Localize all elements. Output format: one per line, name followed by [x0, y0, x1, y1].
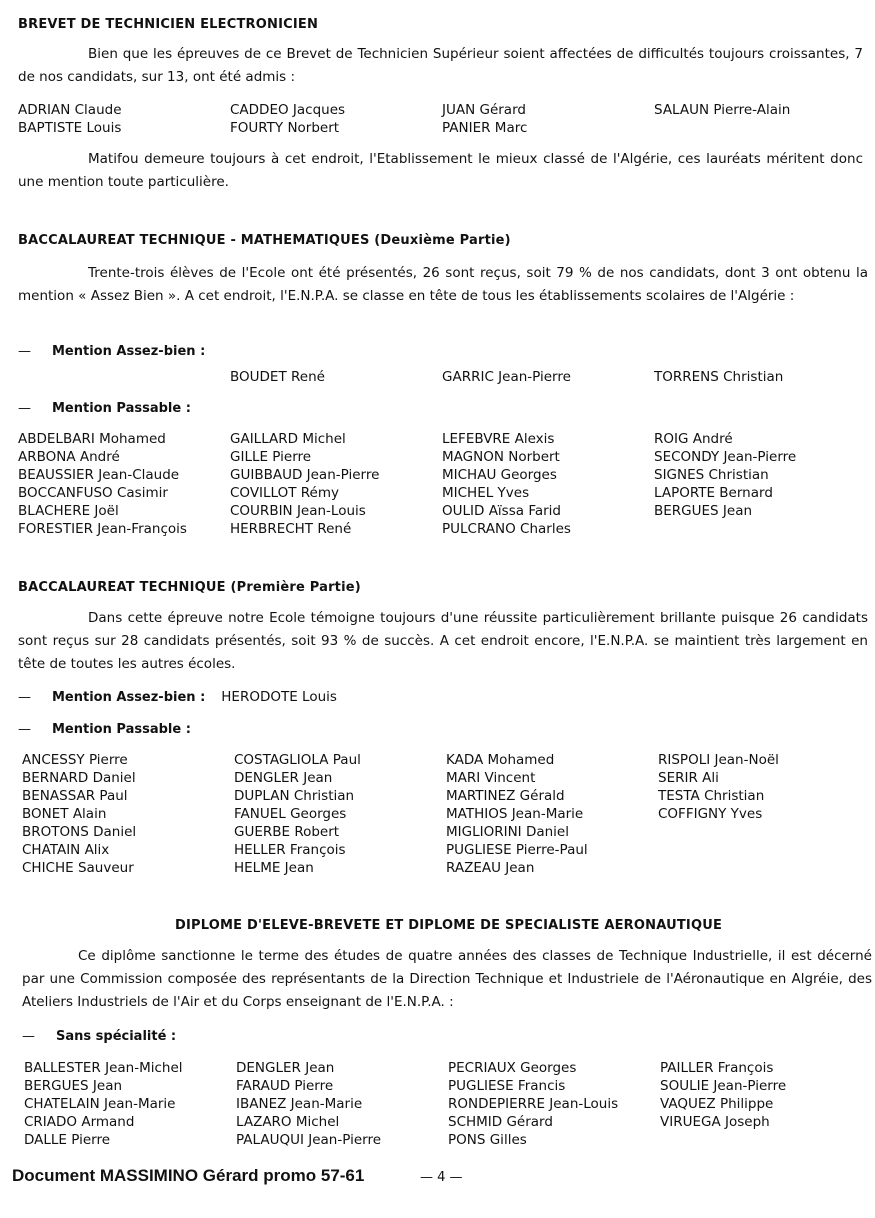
laureate-name: BERGUES Jean: [654, 503, 753, 519]
sans-specialite-list: [24, 1059, 872, 1149]
laureate-name: GARRIC Jean-Pierre: [442, 369, 571, 385]
section-title-diplome-aeronautique: DIPLOME D'ELEVE-BREVETE ET DIPLOME DE SPECIALISTE AERONAUTIQUE: [175, 918, 723, 933]
laureate-name: COVILLOT Rémy: [230, 485, 339, 501]
laureate-name: FARAUD Pierre: [236, 1078, 334, 1094]
laureate-name: HELLER François: [234, 842, 346, 858]
laureate-name: BALLESTER Jean-Michel: [24, 1060, 183, 1076]
laureate-name: ANCESSY Pierre: [22, 752, 128, 768]
laureate-name: CHICHE Sauveur: [22, 860, 134, 876]
laureate-name: LEFEBVRE Alexis: [442, 431, 555, 447]
section-title-brevet-technicien: BREVET DE TECHNICIEN ELECTRONICIEN: [18, 17, 319, 32]
passable-list: [18, 430, 866, 538]
laureate-name: PECRIAUX Georges: [448, 1060, 577, 1076]
laureate-name: SIGNES Christian: [654, 467, 769, 483]
dash-mark: —: [18, 344, 31, 359]
laureate-name: PANIER Marc: [442, 120, 528, 136]
laureate-name: CHATAIN Alix: [22, 842, 110, 858]
laureate-name: DALLE Pierre: [24, 1132, 111, 1148]
laureate-name: BLACHERE Joël: [18, 503, 119, 519]
laureate-name: BERGUES Jean: [24, 1078, 123, 1094]
assez-bien-list: [18, 368, 866, 386]
laureate-name: ADRIAN Claude: [18, 102, 122, 118]
laureates-list: [18, 101, 866, 137]
name-column: [442, 101, 654, 137]
dash-mark: —: [22, 1029, 35, 1044]
laureate-name: ROIG André: [654, 431, 733, 447]
laureate-name: FORESTIER Jean-François: [18, 521, 187, 537]
laureate-name: FOURTY Norbert: [230, 120, 340, 136]
section-title-bac-math: BACCALAUREAT TECHNIQUE - MATHEMATIQUES (Deuxième Partie): [18, 233, 511, 248]
laureate-name: PUGLIESE Francis: [448, 1078, 566, 1094]
name-column: [654, 101, 866, 137]
laureate-name: BAPTISTE Louis: [18, 120, 122, 136]
laureate-name: BEAUSSIER Jean-Claude: [18, 467, 180, 483]
laureate-name: MARTINEZ Gérald: [446, 788, 565, 804]
name-column: [18, 368, 230, 386]
section-paragraph: Matifou demeure toujours à cet endroit, l'Etablissement le mieux classé de l'Algérie, ces lauréats méritent donc une mention toute particulière.: [18, 151, 863, 190]
laureate-name: TORRENS Christian: [654, 369, 784, 385]
laureate-name: RONDEPIERRE Jean-Louis: [448, 1096, 619, 1112]
laureate-name: COFFIGNY Yves: [658, 806, 763, 822]
laureate-name: COSTAGLIOLA Paul: [234, 752, 361, 768]
section-paragraph: Trente-trois élèves de l'Ecole ont été présentés, 26 sont reçus, soit 79 % de nos candidats, dont 3 ont obtenu la mention « Assez Bien ». A cet endroit, l'E.N.P.A. se classe en tête de tous les établissements scolaires de l'Algérie :: [18, 265, 868, 304]
laureate-name: ABDELBARI Mohamed: [18, 431, 166, 447]
name-column: [658, 751, 870, 877]
laureate-name: IBANEZ Jean-Marie: [236, 1096, 363, 1112]
laureate-name: BERNARD Daniel: [22, 770, 136, 786]
laureate-name: CHATELAIN Jean-Marie: [24, 1096, 176, 1112]
dash-mark: —: [18, 690, 31, 705]
passable-list: [22, 751, 870, 877]
laureate-name: DUPLAN Christian: [234, 788, 355, 804]
mention-assez-bien-label: — Mention Assez-bien :: [18, 344, 206, 359]
name-column: [18, 101, 230, 137]
laureate-name: SERIR Ali: [658, 770, 719, 786]
laureate-name: VAQUEZ Philippe: [660, 1096, 774, 1112]
laureate-name: GAILLARD Michel: [230, 431, 346, 447]
laureate-name: LAZARO Michel: [236, 1114, 340, 1130]
name-column: [654, 368, 866, 386]
document-footer-label: Document MASSIMINO Gérard promo 57-61: [12, 1166, 365, 1185]
laureate-name: BROTONS Daniel: [22, 824, 137, 840]
mention-passable-label: — Mention Passable :: [18, 401, 191, 416]
laureate-name: SOULIE Jean-Pierre: [660, 1078, 787, 1094]
sans-specialite-label: — Sans spécialité :: [22, 1029, 177, 1044]
laureate-name: HERBRECHT René: [230, 521, 352, 537]
name-column: [442, 368, 654, 386]
laureate-name: MICHEL Yves: [442, 485, 530, 501]
laureate-name: BOUDET René: [230, 369, 325, 385]
laureate-name: HELME Jean: [234, 860, 314, 876]
dash-mark: —: [18, 401, 31, 416]
laureate-name: PULCRANO Charles: [442, 521, 571, 537]
laureate-name: LAPORTE Bernard: [654, 485, 773, 501]
laureate-name: VIRUEGA Joseph: [660, 1114, 770, 1130]
name-column: [18, 430, 230, 538]
laureate-name: PAILLER François: [660, 1060, 774, 1076]
name-column: [22, 751, 234, 877]
laureate-name: CADDEO Jacques: [230, 102, 346, 118]
name-column: [230, 368, 442, 386]
section-title-bac-premiere: BACCALAUREAT TECHNIQUE (Première Partie): [18, 580, 361, 595]
name-column: [446, 751, 658, 877]
section-paragraph: Dans cette épreuve notre Ecole témoigne toujours d'une réussite particulièrement brillante puisque 26 candidats sont reçus sur 28 candidats présentés, soit 93 % de succès. A cet endroit encore, l'E.N.P.A. se maintient très largement en tête de toutes les autres écoles.: [18, 610, 868, 672]
name-column: [442, 430, 654, 538]
name-column: [660, 1059, 872, 1149]
laureate-name: SECONDY Jean-Pierre: [654, 449, 797, 465]
section-paragraph: Ce diplôme sanctionne le terme des études de quatre années des classes de Technique Industrielle, il est décerné par une Commission composée des représentants de la Direction Technique et Industriele de l'Aéronautique en Algréie, des Ateliers Industriels de l'Air et du Corps enseignant de l'E.N.P.A. :: [22, 948, 872, 1010]
laureate-name: ARBONA André: [18, 449, 120, 465]
name-column: [24, 1059, 236, 1149]
laureate-name: MIGLIORINI Daniel: [446, 824, 569, 840]
laureate-name: GUIBBAUD Jean-Pierre: [230, 467, 380, 483]
mention-passable-label: — Mention Passable :: [18, 722, 191, 737]
laureate-name: JUAN Gérard: [442, 102, 526, 118]
laureate-name: MATHIOS Jean-Marie: [446, 806, 584, 822]
name-column: [230, 430, 442, 538]
laureate-name: BONET Alain: [22, 806, 107, 822]
laureate-name: KADA Mohamed: [446, 752, 555, 768]
laureate-name: DENGLER Jean: [236, 1060, 335, 1076]
laureate-name: GUERBE Robert: [234, 824, 340, 840]
laureate-name: MICHAU Georges: [442, 467, 557, 483]
laureate-name: OULID Aïssa Farid: [442, 503, 561, 519]
laureate-name: SCHMID Gérard: [448, 1114, 553, 1130]
laureate-name: CRIADO Armand: [24, 1114, 135, 1130]
name-column: [236, 1059, 448, 1149]
laureate-name: PONS Gilles: [448, 1132, 527, 1148]
laureate-name: RISPOLI Jean-Noël: [658, 752, 779, 768]
laureate-name: TESTA Christian: [658, 788, 765, 804]
laureate-name: FANUEL Georges: [234, 806, 347, 822]
laureate-name: DENGLER Jean: [234, 770, 333, 786]
dash-mark: —: [18, 722, 31, 737]
mention-assez-bien-label: — Mention Assez-bien : HERODOTE Louis: [18, 689, 337, 705]
name-column: [448, 1059, 660, 1149]
name-column: [234, 751, 446, 877]
laureate-name: MARI Vincent: [446, 770, 536, 786]
name-column: [654, 430, 866, 538]
name-column: [230, 101, 442, 137]
page-number: — 4 —: [420, 1170, 463, 1185]
laureate-name: PALAUQUI Jean-Pierre: [236, 1132, 381, 1148]
laureate-name: BOCCANFUSO Casimir: [18, 485, 168, 501]
laureate-name: COURBIN Jean-Louis: [230, 503, 366, 519]
section-paragraph: Bien que les épreuves de ce Brevet de Technicien Supérieur soient affectées de difficultés toujours croissantes, 7 de nos candidats, sur 13, ont été admis :: [18, 46, 863, 85]
laureate-name: RAZEAU Jean: [446, 860, 535, 876]
laureate-name: BENASSAR Paul: [22, 788, 128, 804]
laureate-name: PUGLIESE Pierre-Paul: [446, 842, 588, 858]
laureate-name: HERODOTE Louis: [221, 689, 337, 705]
laureate-name: SALAUN Pierre-Alain: [654, 102, 791, 118]
laureate-name: MAGNON Norbert: [442, 449, 560, 465]
laureate-name: GILLE Pierre: [230, 449, 312, 465]
